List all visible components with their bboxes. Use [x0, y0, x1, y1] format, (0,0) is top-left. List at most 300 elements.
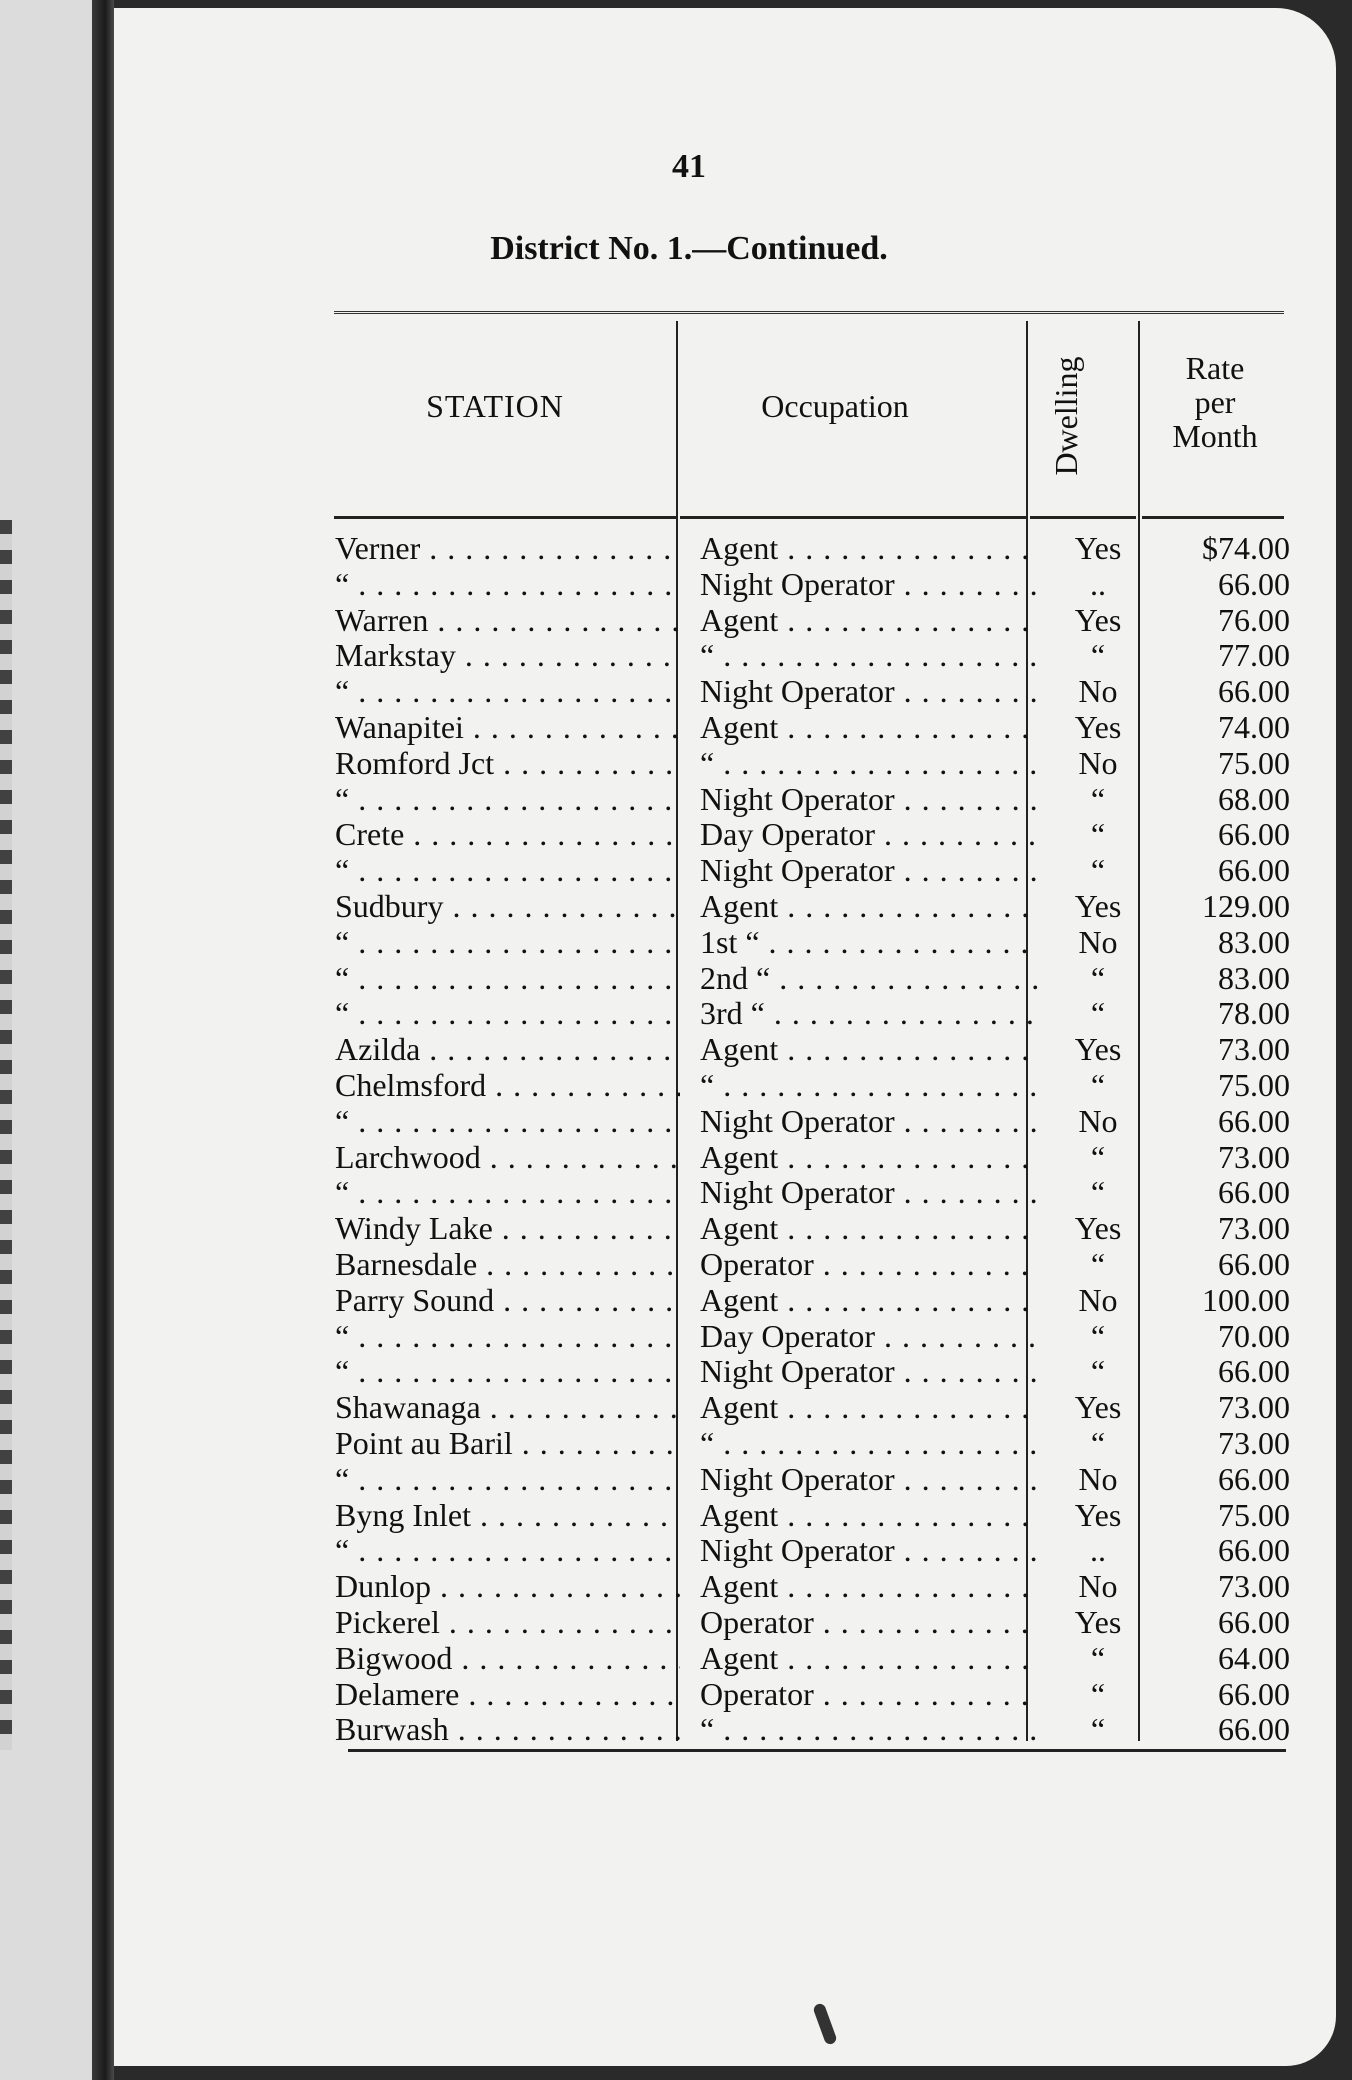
- header-rate: [1150, 351, 1280, 453]
- rate-cell: [1155, 1677, 1290, 1713]
- station-cell-text: Shawanaga: [335, 1390, 481, 1426]
- table-row: [220, 924, 1290, 961]
- table-row: [220, 1103, 1290, 1140]
- station-cell: [335, 889, 680, 925]
- table-row: [220, 1282, 1290, 1319]
- dwelling-cell: [1038, 1104, 1158, 1140]
- occupation-cell: [700, 1211, 1040, 1247]
- dwelling-cell-text: No: [1078, 1103, 1118, 1139]
- header-rate-line: per: [1194, 384, 1236, 420]
- occupation-cell-text: 1st “: [700, 924, 760, 960]
- rate-cell-text: 73.00: [1218, 1425, 1290, 1461]
- rate-cell: [1155, 1032, 1290, 1068]
- dwelling-cell-text: Yes: [1074, 709, 1122, 745]
- dwelling-cell-text: Yes: [1074, 1604, 1122, 1640]
- rate-cell-text: 100.00: [1202, 1282, 1290, 1318]
- dwelling-cell-text: No: [1078, 1282, 1118, 1318]
- occupation-cell-text: Operator: [700, 1676, 814, 1712]
- occupation-cell-text: Night Operator: [700, 674, 895, 710]
- table-row: [220, 531, 1290, 567]
- left-facing-page: [0, 0, 92, 2080]
- rate-cell: [1155, 710, 1290, 746]
- dwelling-cell: [1038, 1677, 1158, 1713]
- station-cell-text: Delamere: [335, 1676, 460, 1712]
- rate-cell-text: 83.00: [1218, 924, 1290, 960]
- dwelling-cell: [1038, 1605, 1158, 1641]
- rate-cell-text: 73.00: [1218, 1390, 1290, 1426]
- table-row: [220, 1425, 1290, 1462]
- header-occupation: Occupation: [761, 388, 909, 424]
- occupation-cell-text: Night Operator: [700, 1533, 895, 1569]
- station-cell-text: Wanapitei: [335, 709, 464, 745]
- station-cell: [335, 1211, 680, 1247]
- occupation-cell-text: Day Operator: [700, 817, 876, 853]
- table-row: [220, 1390, 1290, 1426]
- occupation-cell-text: Night Operator: [700, 781, 895, 817]
- rate-cell: [1155, 1605, 1290, 1641]
- rate-cell-text: 76.00: [1218, 602, 1290, 638]
- dwelling-cell: [1038, 1712, 1158, 1748]
- occupation-cell-text: Night Operator: [700, 1461, 895, 1497]
- dwelling-cell-text: Yes: [1074, 1032, 1122, 1068]
- station-cell: [335, 1319, 680, 1355]
- station-cell: [335, 746, 680, 782]
- rate-cell-text: 70.00: [1218, 1318, 1290, 1354]
- dwelling-cell: [1038, 746, 1158, 782]
- dwelling-cell-text: No: [1078, 674, 1118, 710]
- rate-cell-text: 64.00: [1218, 1640, 1290, 1676]
- dwelling-cell-text: “: [1090, 1246, 1106, 1282]
- dwelling-cell-text: “: [1090, 996, 1106, 1032]
- dwelling-cell: [1038, 603, 1158, 639]
- station-cell-text: Point au Baril: [335, 1425, 513, 1461]
- dwelling-cell: [1038, 925, 1158, 961]
- dwelling-cell-text: Yes: [1074, 1211, 1122, 1247]
- station-cell: [335, 996, 680, 1032]
- occupation-cell-text: Agent: [700, 709, 779, 745]
- rate-cell-text: 66.00: [1218, 674, 1290, 710]
- station-cell: [335, 710, 680, 746]
- table-row: [220, 817, 1290, 853]
- occupation-cell: [700, 1569, 1040, 1605]
- rate-cell-text: 66.00: [1218, 1604, 1290, 1640]
- station-cell: [335, 782, 680, 818]
- occupation-cell: [700, 1712, 1040, 1748]
- dwelling-cell: [1038, 996, 1158, 1032]
- rate-cell: [1155, 1354, 1290, 1390]
- dwelling-cell-text: ..: [1090, 566, 1106, 602]
- rate-cell: [1155, 1641, 1290, 1677]
- station-cell-text: “: [335, 1533, 350, 1569]
- dwelling-cell-text: Yes: [1074, 1390, 1122, 1426]
- dwelling-cell-text: Yes: [1074, 531, 1122, 566]
- dwelling-cell: [1038, 1354, 1158, 1390]
- table-row: [220, 888, 1290, 925]
- station-cell: [335, 817, 680, 853]
- rate-cell-text: 74.00: [1218, 709, 1290, 745]
- occupation-cell-text: Operator: [700, 1604, 814, 1640]
- page-heading: District No. 1.—Continued.: [490, 230, 888, 267]
- rate-cell-text: 73.00: [1218, 1211, 1290, 1247]
- header-rule: [334, 516, 676, 519]
- rate-cell: [1155, 1390, 1290, 1426]
- header-rate-line: Month: [1172, 418, 1258, 454]
- rate-cell-text: 66.00: [1218, 1354, 1290, 1390]
- dwelling-cell: [1038, 638, 1158, 674]
- occupation-cell: [700, 1426, 1040, 1462]
- occupation-cell-text: “: [700, 638, 715, 674]
- dwelling-cell: [1038, 1569, 1158, 1605]
- header-rule: [1030, 516, 1136, 519]
- station-cell-text: Verner: [335, 531, 421, 566]
- dwelling-cell-text: No: [1078, 924, 1118, 960]
- ink-smudge: [812, 2002, 838, 2046]
- occupation-cell: [700, 603, 1040, 639]
- rate-cell-text: 75.00: [1218, 1067, 1290, 1103]
- dwelling-cell: [1038, 1641, 1158, 1677]
- station-cell-text: “: [335, 781, 350, 817]
- table-row: [220, 745, 1290, 782]
- station-cell: [335, 1677, 680, 1713]
- rate-cell: [1155, 925, 1290, 961]
- occupation-cell-text: Agent: [700, 1032, 779, 1068]
- station-cell: [335, 1283, 680, 1319]
- occupation-cell: [700, 1390, 1040, 1426]
- dwelling-cell-text: “: [1090, 1712, 1106, 1748]
- occupation-cell-text: Agent: [700, 1211, 779, 1247]
- rate-cell-text: 77.00: [1218, 638, 1290, 674]
- occupation-cell: [700, 817, 1040, 853]
- table-row: [220, 781, 1290, 818]
- rate-cell: [1155, 1140, 1290, 1176]
- rate-cell: [1155, 889, 1290, 925]
- station-cell-text: “: [335, 960, 350, 996]
- occupation-cell-text: 2nd “: [700, 960, 771, 996]
- dwelling-cell-text: Yes: [1074, 602, 1122, 638]
- occupation-cell: [700, 1533, 1040, 1569]
- rate-cell: [1155, 1462, 1290, 1498]
- table-row: [220, 960, 1290, 997]
- table-row: [220, 1246, 1290, 1283]
- rate-cell: [1155, 853, 1290, 889]
- occupation-cell-text: Operator: [700, 1246, 814, 1282]
- table-row: [220, 638, 1290, 674]
- rate-cell-text: 66.00: [1218, 1533, 1290, 1569]
- dwelling-cell: [1038, 817, 1158, 853]
- station-cell-text: Romford Jct: [335, 745, 495, 781]
- table-row: [220, 1354, 1290, 1390]
- dwelling-cell-text: No: [1078, 745, 1118, 781]
- rate-cell-text: 66.00: [1218, 566, 1290, 602]
- station-cell: [335, 1104, 680, 1140]
- dwelling-cell-text: “: [1090, 1318, 1106, 1354]
- station-cell-text: “: [335, 674, 350, 710]
- rate-cell: [1155, 996, 1290, 1032]
- occupation-cell-text: Agent: [700, 1282, 779, 1318]
- table-row: [220, 1211, 1290, 1247]
- rate-cell-text: 78.00: [1218, 996, 1290, 1032]
- table-row: [220, 1318, 1290, 1355]
- station-cell-text: “: [335, 566, 350, 602]
- occupation-cell-text: Agent: [700, 1139, 779, 1175]
- rate-cell: [1155, 603, 1290, 639]
- occupation-cell: [700, 1677, 1040, 1713]
- table-row: [220, 1067, 1290, 1104]
- occupation-cell: [700, 1354, 1040, 1390]
- station-cell: [335, 1498, 680, 1534]
- table-row: [220, 1640, 1290, 1677]
- dwelling-cell-text: “: [1090, 1425, 1106, 1461]
- rate-cell: [1155, 1426, 1290, 1462]
- occupation-cell: [700, 1140, 1040, 1176]
- station-cell-text: Burwash: [335, 1712, 449, 1748]
- dwelling-cell: [1038, 853, 1158, 889]
- station-cell-text: Byng Inlet: [335, 1497, 471, 1533]
- occupation-cell-text: Night Operator: [700, 566, 895, 602]
- rate-cell: [1155, 1068, 1290, 1104]
- station-cell: [335, 1641, 680, 1677]
- table-body: [220, 531, 1290, 1748]
- rate-cell-text: 66.00: [1218, 1712, 1290, 1748]
- rate-cell: [1155, 1569, 1290, 1605]
- left-page-edge: [0, 520, 12, 1750]
- header-rate-line: Rate: [1185, 350, 1245, 386]
- occupation-cell: [700, 1605, 1040, 1641]
- rate-cell-text: 66.00: [1218, 1461, 1290, 1497]
- occupation-cell: [700, 1641, 1040, 1677]
- dwelling-cell-text: Yes: [1074, 1497, 1122, 1533]
- station-cell-text: Parry Sound: [335, 1282, 495, 1318]
- station-cell-text: Larchwood: [335, 1139, 481, 1175]
- table-row: [220, 674, 1290, 710]
- occupation-cell: [700, 674, 1040, 710]
- table-row: [220, 996, 1290, 1032]
- table-row: [220, 853, 1290, 889]
- dwelling-cell-text: “: [1090, 1139, 1106, 1175]
- rate-cell-text: 129.00: [1202, 888, 1290, 924]
- station-cell: [335, 567, 680, 603]
- table-row: [220, 1676, 1290, 1713]
- rate-cell: [1155, 531, 1290, 567]
- dwelling-cell-text: Yes: [1074, 888, 1122, 924]
- dwelling-cell: [1038, 1319, 1158, 1355]
- dwelling-cell: [1038, 889, 1158, 925]
- occupation-cell: [700, 710, 1040, 746]
- occupation-cell-text: “: [700, 745, 715, 781]
- station-cell: [335, 1712, 680, 1748]
- rate-cell-text: 75.00: [1218, 745, 1290, 781]
- rate-cell-text: 66.00: [1218, 1676, 1290, 1712]
- dwelling-cell-text: “: [1090, 1640, 1106, 1676]
- occupation-cell-text: Agent: [700, 1640, 779, 1676]
- rate-cell-text: 73.00: [1218, 1032, 1290, 1068]
- occupation-cell-text: “: [700, 1067, 715, 1103]
- rate-cell-text: 66.00: [1218, 853, 1290, 889]
- rate-cell: [1155, 961, 1290, 997]
- header-rule: [680, 516, 1026, 519]
- rate-cell-text: 73.00: [1218, 1139, 1290, 1175]
- occupation-cell-text: 3rd “: [700, 996, 765, 1032]
- occupation-cell: [700, 1068, 1040, 1104]
- table-row: [220, 1533, 1290, 1569]
- rate-cell: [1155, 1319, 1290, 1355]
- dwelling-cell: [1038, 710, 1158, 746]
- station-cell-text: Bigwood: [335, 1640, 453, 1676]
- dwelling-cell-text: “: [1090, 1067, 1106, 1103]
- dwelling-cell-text: “: [1090, 817, 1106, 853]
- station-cell: [335, 1068, 680, 1104]
- rate-cell-text: 66.00: [1218, 817, 1290, 853]
- rate-cell: [1155, 674, 1290, 710]
- table-row: [220, 709, 1290, 746]
- occupation-cell: [700, 1498, 1040, 1534]
- occupation-cell: [700, 782, 1040, 818]
- occupation-cell-text: Night Operator: [700, 1103, 895, 1139]
- station-cell: [335, 1605, 680, 1641]
- occupation-cell: [700, 1462, 1040, 1498]
- rate-cell-text: 73.00: [1218, 1569, 1290, 1605]
- station-cell-text: “: [335, 1175, 350, 1211]
- station-cell: [335, 531, 680, 567]
- rate-cell-text: 68.00: [1218, 781, 1290, 817]
- dwelling-cell: [1038, 1140, 1158, 1176]
- dwelling-cell-text: “: [1090, 1175, 1106, 1211]
- rate-cell-text: 66.00: [1218, 1175, 1290, 1211]
- dwelling-cell: [1038, 531, 1158, 567]
- station-cell: [335, 1462, 680, 1498]
- dwelling-cell: [1038, 674, 1158, 710]
- book-gutter: [92, 0, 114, 2080]
- table-bottom-rule: [348, 1749, 1286, 1752]
- rate-cell-text: 83.00: [1218, 960, 1290, 996]
- rate-cell-text: $74.00: [1202, 531, 1290, 566]
- dwelling-cell: [1038, 1283, 1158, 1319]
- station-cell: [335, 853, 680, 889]
- rate-cell: [1155, 1104, 1290, 1140]
- rate-cell-text: 66.00: [1218, 1246, 1290, 1282]
- dwelling-cell-text: “: [1090, 781, 1106, 817]
- rate-cell: [1155, 782, 1290, 818]
- dwelling-cell: [1038, 1032, 1158, 1068]
- rate-cell: [1155, 1533, 1290, 1569]
- occupation-cell-text: Night Operator: [700, 1354, 895, 1390]
- dwelling-cell: [1038, 567, 1158, 603]
- occupation-cell: [700, 1032, 1040, 1068]
- station-cell-text: Barnesdale: [335, 1246, 478, 1282]
- occupation-cell: [700, 531, 1040, 567]
- dwelling-cell-text: “: [1090, 853, 1106, 889]
- page: [114, 8, 1336, 2066]
- table-row: [220, 1497, 1290, 1534]
- header-rule: [1142, 516, 1284, 519]
- table-row: [220, 1175, 1290, 1211]
- dwelling-cell: [1038, 782, 1158, 818]
- dwelling-cell: [1038, 1426, 1158, 1462]
- occupation-cell: [700, 1175, 1040, 1211]
- station-cell: [335, 1390, 680, 1426]
- dwelling-cell: [1038, 1462, 1158, 1498]
- table-top-rule: [334, 311, 1284, 318]
- occupation-cell-text: Agent: [700, 1390, 779, 1426]
- dwelling-cell-text: ..: [1090, 1533, 1106, 1569]
- station-cell: [335, 1140, 680, 1176]
- station-cell-text: “: [335, 1318, 350, 1354]
- station-cell: [335, 1032, 680, 1068]
- dwelling-cell: [1038, 1498, 1158, 1534]
- rate-cell: [1155, 1211, 1290, 1247]
- occupation-cell: [700, 1283, 1040, 1319]
- rate-cell: [1155, 1498, 1290, 1534]
- dwelling-cell: [1038, 1390, 1158, 1426]
- dwelling-cell: [1038, 1211, 1158, 1247]
- dwelling-cell: [1038, 1068, 1158, 1104]
- station-cell-text: “: [335, 924, 350, 960]
- station-cell-text: Markstay: [335, 638, 456, 674]
- table-row: [220, 1139, 1290, 1176]
- occupation-cell-text: Agent: [700, 888, 779, 924]
- header-station: STATION: [426, 388, 564, 424]
- occupation-cell-text: Day Operator: [700, 1318, 876, 1354]
- occupation-cell: [700, 996, 1040, 1032]
- dwelling-cell-text: “: [1090, 1354, 1106, 1390]
- rate-cell: [1155, 746, 1290, 782]
- dwelling-cell-text: No: [1078, 1569, 1118, 1605]
- table-row: [220, 1461, 1290, 1498]
- station-cell: [335, 603, 680, 639]
- station-cell: [335, 1533, 680, 1569]
- station-cell: [335, 1354, 680, 1390]
- station-cell: [335, 925, 680, 961]
- station-cell: [335, 961, 680, 997]
- station-cell-text: “: [335, 996, 350, 1032]
- occupation-cell: [700, 889, 1040, 925]
- rate-cell: [1155, 817, 1290, 853]
- occupation-cell: [700, 638, 1040, 674]
- table-row: [220, 1712, 1290, 1748]
- header-dwelling: Dwelling: [1048, 356, 1084, 476]
- occupation-cell-text: Agent: [700, 1569, 779, 1605]
- station-cell-text: “: [335, 853, 350, 889]
- station-cell-text: Pickerel: [335, 1604, 440, 1640]
- rate-cell: [1155, 1712, 1290, 1748]
- dwelling-cell: [1038, 1533, 1158, 1569]
- occupation-cell: [700, 1247, 1040, 1283]
- station-cell: [335, 674, 680, 710]
- rate-cell-text: 66.00: [1218, 1103, 1290, 1139]
- table-row: [220, 602, 1290, 639]
- station-cell-text: Warren: [335, 602, 429, 638]
- occupation-cell: [700, 746, 1040, 782]
- page-number: 41: [672, 148, 706, 185]
- dwelling-cell: [1038, 961, 1158, 997]
- station-cell: [335, 638, 680, 674]
- table-row: [220, 566, 1290, 603]
- rate-cell: [1155, 567, 1290, 603]
- station-cell: [335, 1426, 680, 1462]
- dwelling-cell: [1038, 1247, 1158, 1283]
- rate-cell: [1155, 1247, 1290, 1283]
- station-cell-text: Azilda: [335, 1032, 421, 1068]
- station-cell: [335, 1175, 680, 1211]
- table-row: [220, 1604, 1290, 1641]
- occupation-cell: [700, 853, 1040, 889]
- occupation-cell: [700, 1319, 1040, 1355]
- station-cell: [335, 1247, 680, 1283]
- station-cell-text: “: [335, 1354, 350, 1390]
- rate-cell: [1155, 1283, 1290, 1319]
- rate-cell-text: 75.00: [1218, 1497, 1290, 1533]
- occupation-cell: [700, 1104, 1040, 1140]
